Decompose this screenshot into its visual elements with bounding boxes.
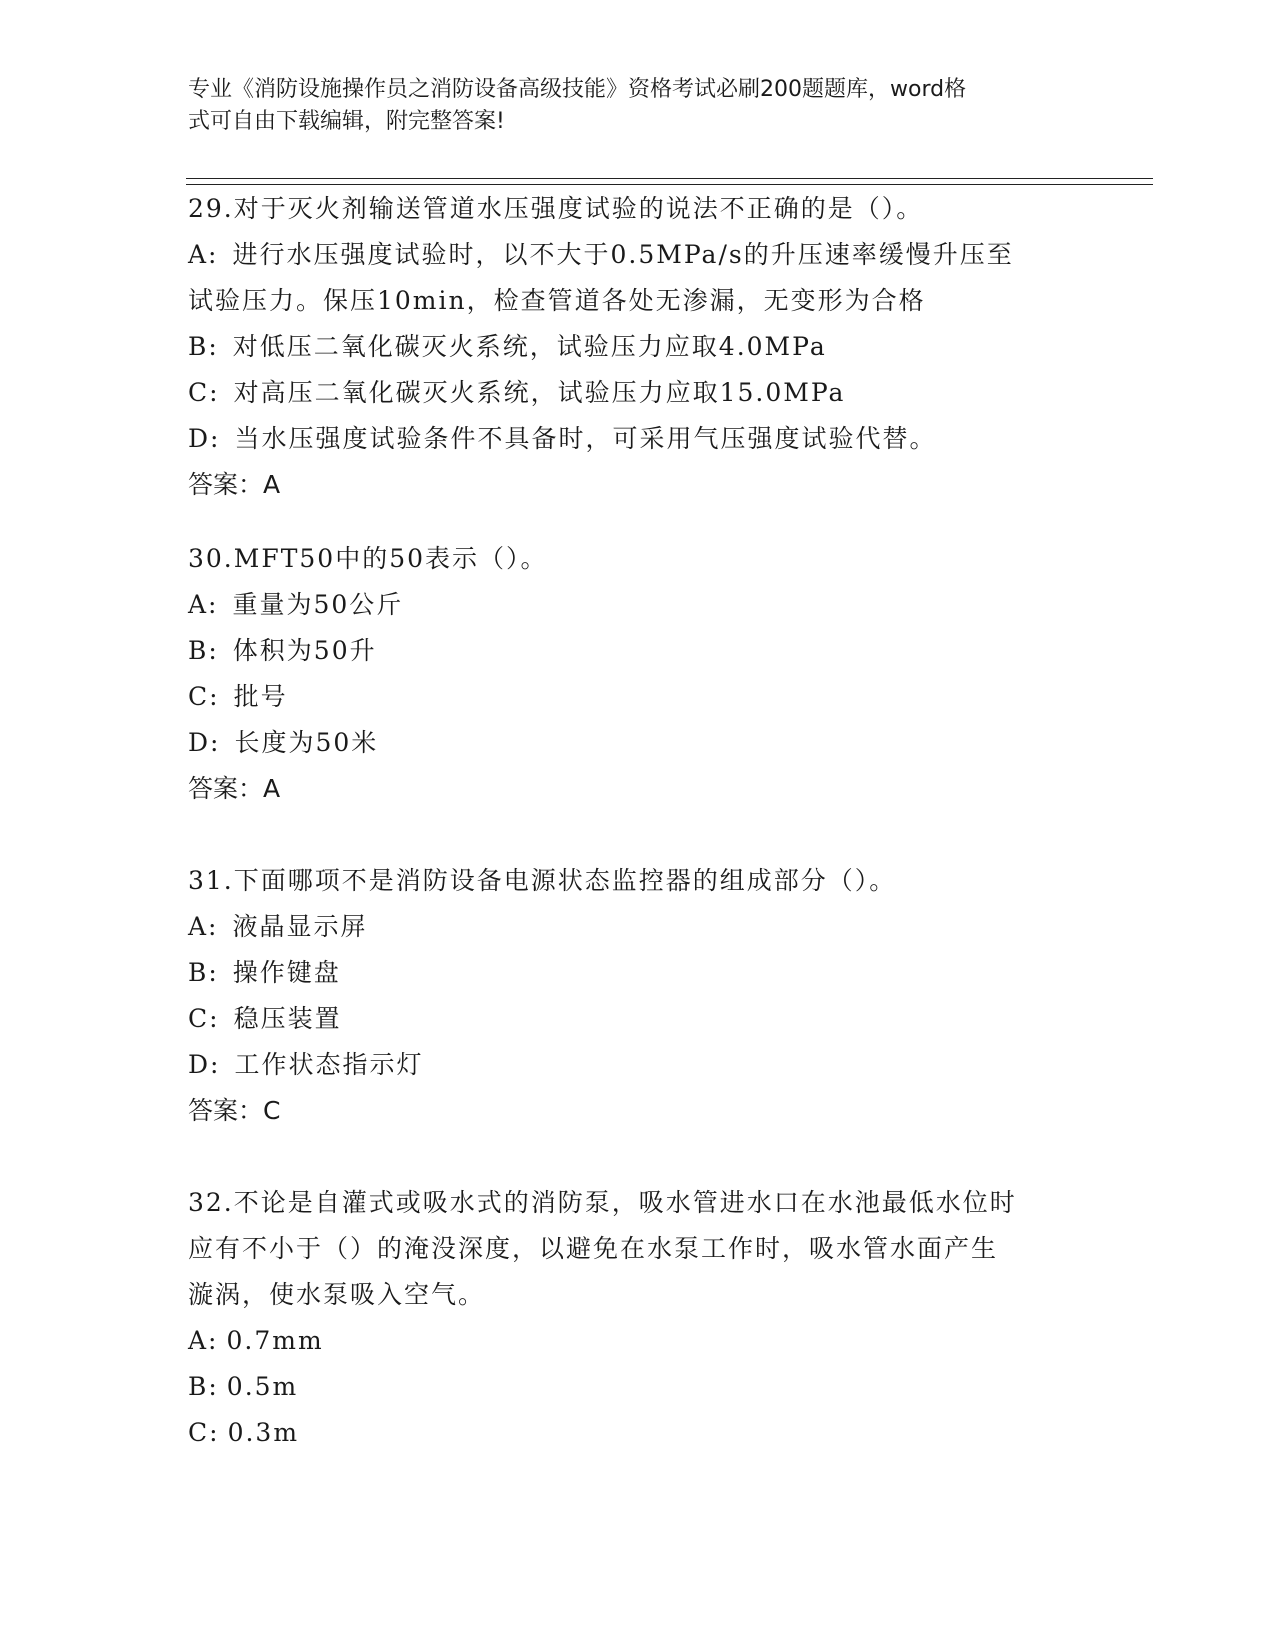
option-letter: B:	[188, 636, 219, 665]
option-text: 对低压二氧化碳灭火系统，试验压力应取4.0MPa	[232, 332, 827, 361]
question-30	[188, 536, 1088, 812]
option-a-continued: 试验压力。保压10min，检查管道各处无渗漏，无变形为合格	[188, 286, 926, 315]
option-text: 稳压装置	[233, 1004, 342, 1033]
option-text: 0.3m	[227, 1418, 300, 1447]
header-divider-top	[186, 178, 1153, 179]
option-text: 液晶显示屏	[232, 912, 368, 941]
option-c	[188, 370, 1088, 416]
question-stem: 30.MFT50中的50表示（）。	[188, 544, 548, 573]
question-stem-continued: 应有不小于（）的淹没深度，以避免在水泵工作时，吸水管水面产生	[188, 1234, 999, 1263]
option-d	[188, 720, 1088, 766]
option-text: 0.7mm	[226, 1326, 324, 1355]
option-letter: A:	[188, 912, 219, 941]
option-letter: B:	[188, 332, 219, 361]
option-letter: C:	[188, 1004, 220, 1033]
option-text: 体积为50升	[232, 636, 377, 665]
option-text: 对高压二氧化碳灭火系统，试验压力应取15.0MPa	[233, 378, 846, 407]
option-d	[188, 1042, 1088, 1088]
question-29	[188, 186, 1088, 508]
header-line-1: 专业《消防设施操作员之消防设备高级技能》资格考试必刷200题题库，word格	[188, 77, 967, 102]
option-text: 工作状态指示灯	[234, 1050, 424, 1079]
question-stem-continued: 漩涡，使水泵吸入空气。	[188, 1280, 486, 1309]
option-c	[188, 996, 1088, 1042]
option-letter: D:	[188, 728, 221, 757]
option-text: 进行水压强度试验时，以不大于0.5MPa/s的升压速率缓慢升压至	[232, 240, 1014, 269]
answer-label: 答案：A	[188, 774, 281, 803]
answer-label: 答案：C	[188, 1096, 281, 1125]
question-stem: 29.对于灭火剂输送管道水压强度试验的说法不正确的是（）。	[188, 194, 924, 223]
question-stem: 32.不论是自灌式或吸水式的消防泵，吸水管进水口在水池最低水位时	[188, 1188, 1017, 1217]
option-text: 重量为50公斤	[232, 590, 404, 619]
option-text: 批号	[233, 682, 288, 711]
header-line-2: 式可自由下载编辑，附完整答案!	[188, 109, 505, 134]
option-d	[188, 416, 1088, 462]
question-32	[188, 1180, 1088, 1456]
option-letter: C:	[188, 1418, 220, 1447]
option-text: 0.5m	[226, 1372, 299, 1401]
option-letter: A:	[188, 1326, 219, 1355]
option-text: 长度为50米	[234, 728, 379, 757]
option-letter: C:	[188, 682, 220, 711]
option-b	[188, 628, 1088, 674]
option-a	[188, 582, 1088, 628]
option-a	[188, 904, 1088, 950]
question-31	[188, 858, 1088, 1134]
option-a	[188, 1318, 1088, 1364]
document-header	[188, 74, 1088, 138]
option-text: 当水压强度试验条件不具备时，可采用气压强度试验代替。	[234, 424, 937, 453]
option-letter: B:	[188, 958, 219, 987]
option-letter: D:	[188, 1050, 221, 1079]
option-letter: A:	[188, 590, 219, 619]
option-b	[188, 950, 1088, 996]
header-divider-bottom	[186, 184, 1153, 185]
option-letter: B:	[188, 1372, 219, 1401]
option-letter: D:	[188, 424, 221, 453]
answer-label: 答案：A	[188, 470, 281, 499]
option-letter: C:	[188, 378, 220, 407]
option-text: 操作键盘	[232, 958, 341, 987]
option-b	[188, 324, 1088, 370]
option-c	[188, 674, 1088, 720]
question-stem: 31.下面哪项不是消防设备电源状态监控器的组成部分（）。	[188, 866, 897, 895]
option-b	[188, 1364, 1088, 1410]
option-letter: A:	[188, 240, 219, 269]
option-c	[188, 1410, 1088, 1456]
option-a	[188, 232, 1088, 278]
